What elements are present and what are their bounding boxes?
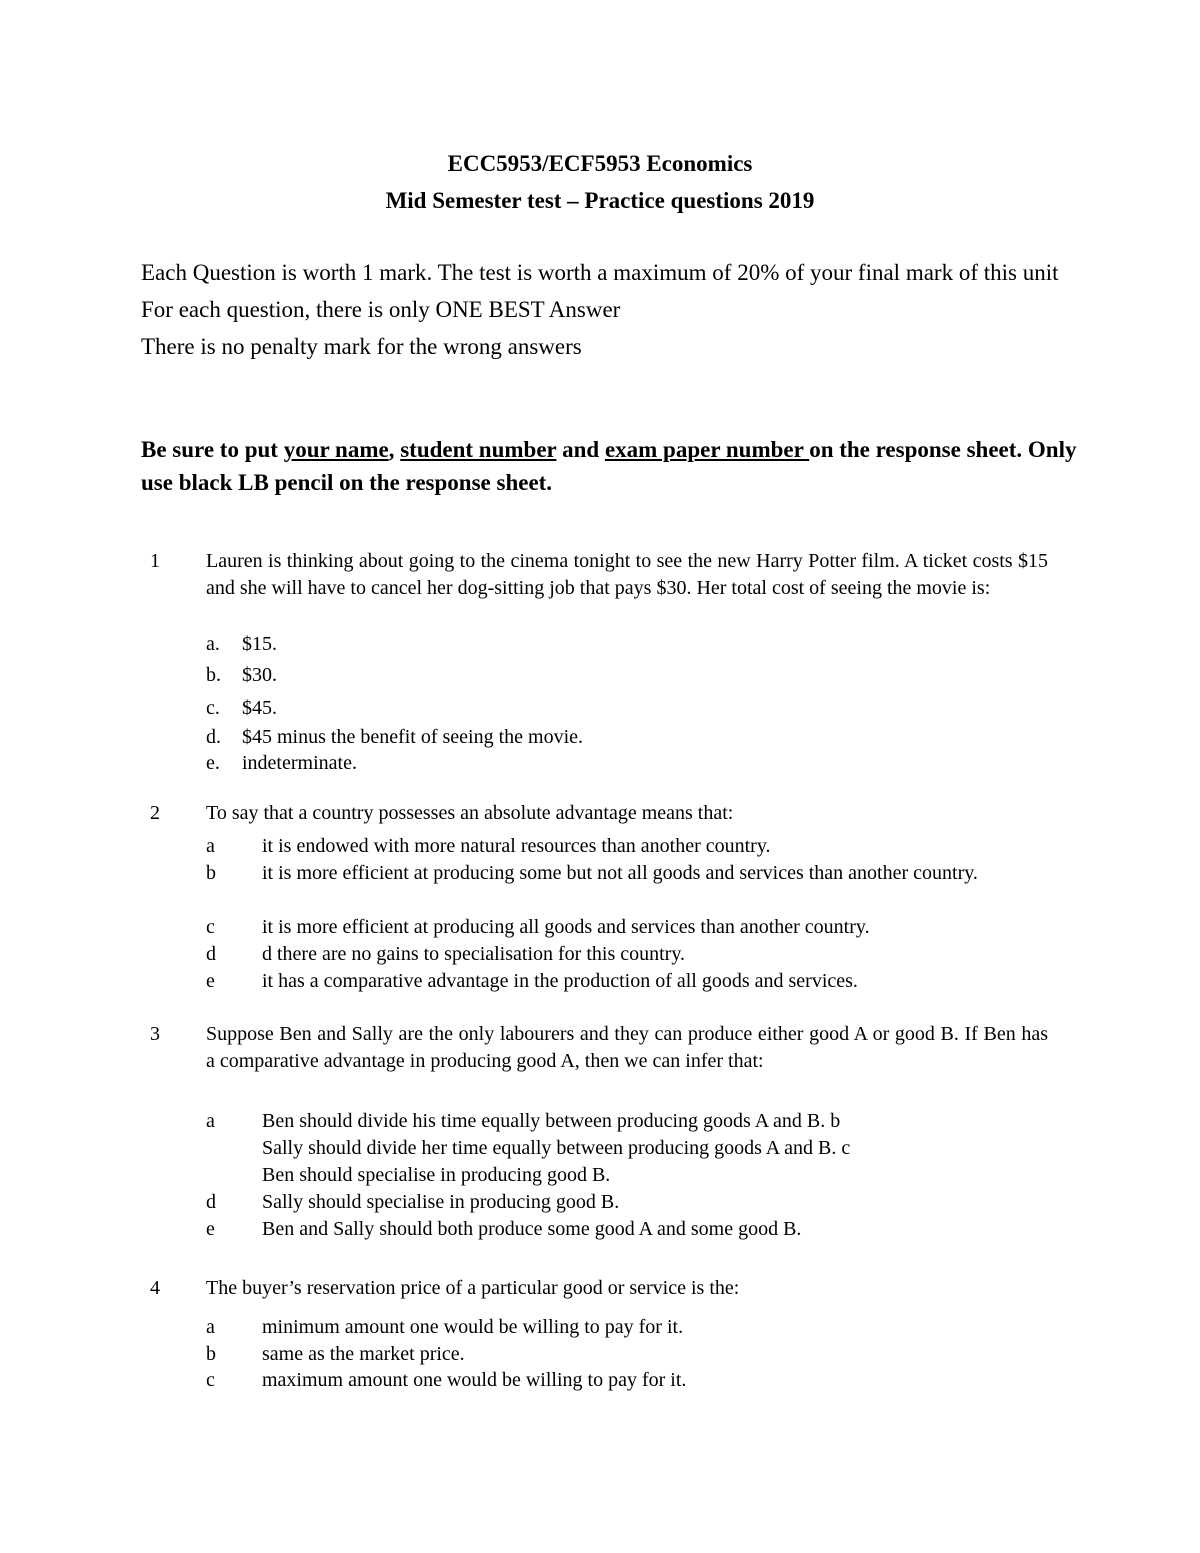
question-text: The buyer’s reservation price of a particular good or service is the:	[206, 1277, 740, 1299]
option-text: maximum amount one would be willing to pay for it.	[262, 1369, 687, 1391]
notice-text: ,	[388, 437, 401, 462]
option-text: Ben should divide his time equally between producing goods A and B. b	[262, 1110, 841, 1132]
option-label: d	[206, 943, 216, 965]
response-sheet-notice	[141, 433, 1081, 499]
option-text: Ben should specialise in producing good B.	[262, 1164, 611, 1186]
option-label: b	[206, 1343, 216, 1365]
option-text: $45 minus the benefit of seeing the movie.	[242, 726, 584, 748]
notice-student-number: student number	[400, 437, 557, 462]
instruction-best-answer: For each question, there is only ONE BEST Answer	[141, 297, 621, 322]
option-text: it is more efficient at producing all goods and services than another country.	[262, 916, 870, 938]
option-text: $45.	[242, 697, 277, 719]
option-text: d there are no gains to specialisation for this country.	[262, 943, 686, 965]
option-text: $15.	[242, 633, 277, 655]
option-label: b.	[206, 664, 221, 686]
option-label: a.	[206, 633, 220, 655]
instructions	[141, 257, 1081, 363]
option-text: minimum amount one would be willing to pay for it.	[262, 1316, 684, 1338]
option-text: indeterminate.	[242, 752, 357, 774]
option-label: a	[206, 1316, 215, 1338]
option-label: a	[206, 835, 215, 857]
option-label: c	[206, 1369, 215, 1391]
notice-text: Be sure to put	[141, 437, 284, 462]
test-subtitle: Mid Semester test – Practice questions 2019	[385, 188, 815, 213]
notice-your-name: your name	[283, 437, 389, 462]
option-text: it is more efficient at producing some but not all goods and services than another country.	[262, 862, 978, 884]
course-title: ECC5953/ECF5953 Economics	[447, 151, 753, 176]
question-text: Suppose Ben and Sally are the only labourers and they can produce either good A or good B. If Ben has a comparative advantage in producing good A, then we can infer that:	[206, 1023, 1048, 1072]
option-text: Ben and Sally should both produce some good A and some good B.	[262, 1218, 802, 1240]
instruction-no-penalty: There is no penalty mark for the wrong answers	[141, 334, 582, 359]
question-number: 2	[150, 802, 160, 824]
option-label: e	[206, 1218, 215, 1240]
question-number: 1	[150, 550, 160, 572]
option-label: c.	[206, 697, 220, 719]
question-number: 3	[150, 1023, 160, 1045]
question-number: 4	[150, 1277, 160, 1299]
option-label: a	[206, 1110, 215, 1132]
notice-exam-paper-number: exam paper number	[604, 437, 810, 462]
option-label: c	[206, 916, 215, 938]
instruction-marks: Each Question is worth 1 mark. The test is worth a maximum of 20% of your final mark of this unit	[141, 260, 1059, 285]
option-text: Sally should specialise in producing good B.	[262, 1191, 620, 1213]
option-text: $30.	[242, 664, 277, 686]
notice-text: and	[556, 437, 605, 462]
option-label: e.	[206, 752, 220, 774]
option-text: same as the market price.	[262, 1343, 465, 1365]
question-text: To say that a country possesses an absolute advantage means that:	[206, 802, 734, 824]
option-label: e	[206, 970, 215, 992]
option-label: d	[206, 1191, 216, 1213]
option-label: b	[206, 862, 216, 884]
option-text: it has a comparative advantage in the production of all goods and services.	[262, 970, 858, 992]
option-text: it is endowed with more natural resources than another country.	[262, 835, 771, 857]
option-text: Sally should divide her time equally between producing goods A and B. c	[262, 1137, 851, 1159]
option-label: d.	[206, 726, 221, 748]
notice-text: on the response sheet. Only use black LB pencil on the response sheet.	[141, 437, 1077, 495]
question-text: Lauren is thinking about going to the cinema tonight to see the new Harry Potter film. A ticket costs $15 and she will have to cancel her dog-sitting job that pays $30. Her total cost of seeing the movie is:	[206, 550, 1048, 599]
